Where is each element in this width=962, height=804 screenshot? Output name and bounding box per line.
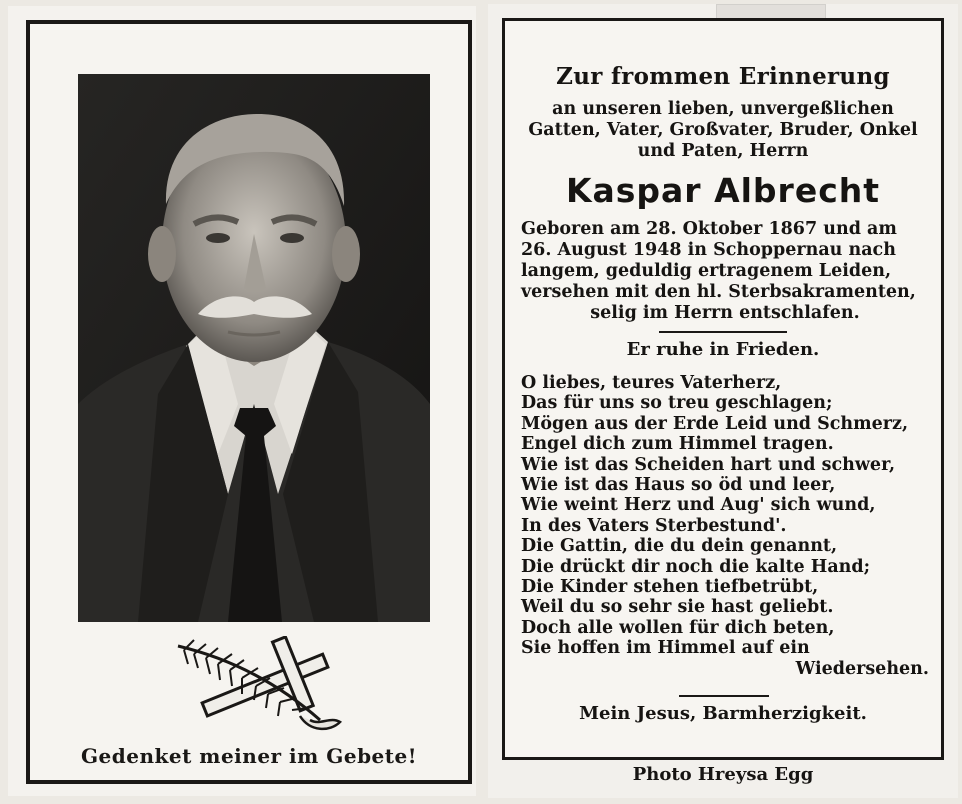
cross-emblem (170, 636, 350, 736)
poem-line: Die Gattin, die du dein genannt, (521, 536, 838, 557)
dedication-line: Gatten, Vater, Großvater, Bruder, Onkel (528, 120, 918, 140)
prayer-caption: Gedenket meiner im Gebete! (80, 744, 418, 768)
poem-line: Engel dich zum Himmel tragen. (521, 434, 834, 455)
poem-line: Doch alle wollen für dich beten, (521, 617, 835, 638)
poem-line: Die Kinder stehen tiefbetrübt, (521, 577, 819, 598)
closing-prayer: Mein Jesus, Barmherzigkeit. (579, 703, 867, 724)
dedication-text (517, 99, 929, 162)
poem-line: Wie ist das Scheiden hart und schwer, (521, 454, 896, 475)
poem-line: Sie hoffen im Himmel auf ein (521, 638, 810, 659)
bio-line: langem, geduldig ertragenem Leiden, (521, 261, 892, 281)
poem-line: O liebes, teures Vaterherz, (521, 373, 782, 393)
bio-line: versehen mit den hl. Sterbsakramenten, (521, 282, 916, 302)
bio-line: selig im Herrn entschlafen. (590, 303, 860, 323)
cross-and-palm-icon (170, 636, 350, 736)
dedication-line: und Paten, Herrn (637, 141, 809, 161)
dedication-line: an unseren lieben, unvergeßlichen (552, 99, 894, 119)
portrait-image (78, 74, 430, 622)
poem-line: Die drückt dir noch die kalte Hand; (521, 556, 871, 577)
poem-line: Mögen aus der Erde Leid und Schmerz, (521, 413, 909, 434)
bio-line: 26. August 1948 in Schoppernau nach (521, 240, 896, 260)
rest-in-peace: Er ruhe in Frieden. (626, 339, 820, 360)
deceased-name: Kaspar Albrecht (565, 171, 881, 210)
left-card-frame (26, 20, 472, 784)
divider-rule (679, 695, 769, 697)
poem-line: Wie ist das Haus so öd und leer, (521, 475, 836, 496)
left-card (8, 6, 476, 796)
poem-line: In des Vaters Sterbestund'. (521, 515, 787, 536)
biography-text (521, 219, 929, 324)
poem-line: Wiedersehen. (795, 658, 929, 679)
card-title: Zur frommen Erinnerung (556, 63, 890, 90)
right-card (488, 4, 958, 798)
poem-line: Wie weint Herz und Aug' sich wund, (521, 495, 876, 516)
portrait-photo (78, 74, 430, 622)
divider-rule (659, 331, 787, 333)
right-card-frame (502, 18, 944, 760)
poem-line: Weil du so sehr sie hast geliebt. (521, 597, 834, 618)
memorial-poem (521, 373, 929, 679)
poem-line: Das für uns so treu geschlagen; (521, 393, 833, 414)
photo-credit: Photo Hreysa Egg (632, 764, 814, 785)
bio-line: Geboren am 28. Oktober 1867 und am (521, 219, 897, 239)
